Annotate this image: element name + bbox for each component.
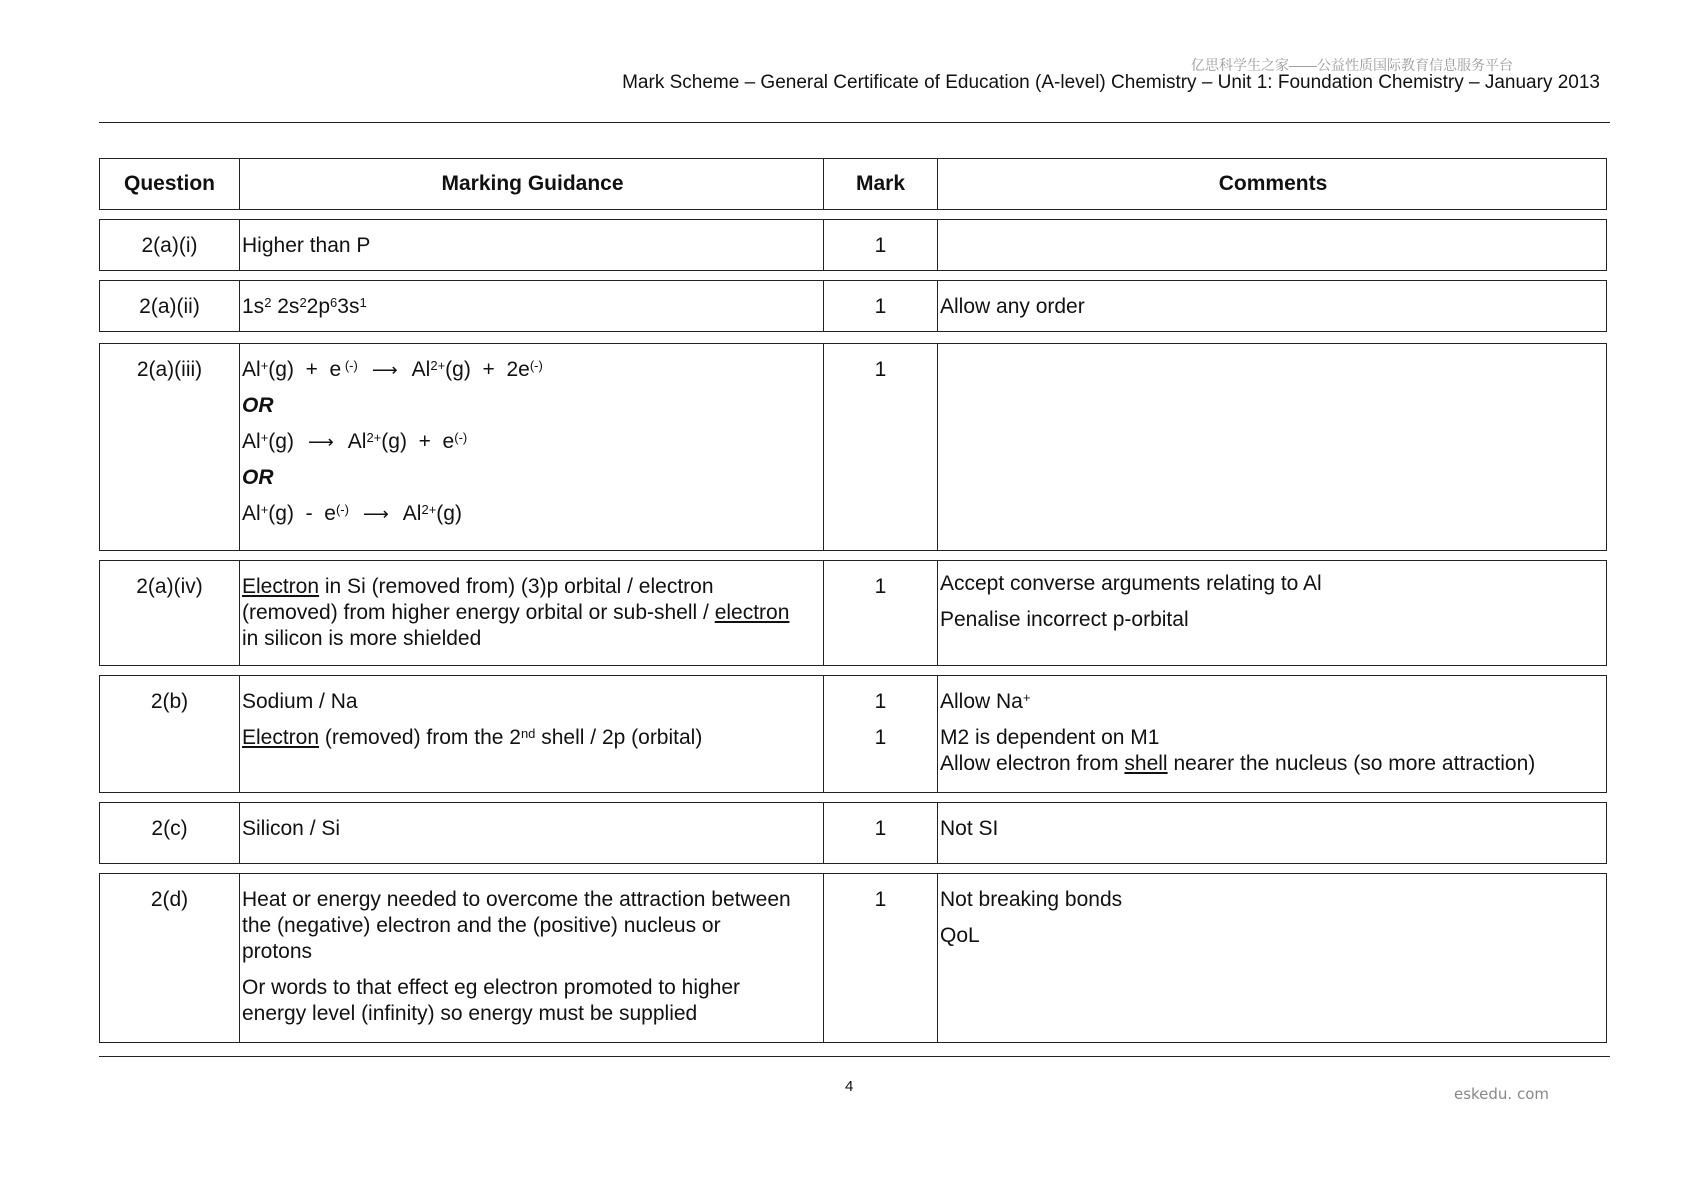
page-header-title: Mark Scheme – General Certificate of Education (A-level) Chemistry – Unit 1: Foundation Chemistry – January 2013	[622, 72, 1600, 93]
table-header-row	[99, 158, 1607, 210]
marking-guidance: Sodium / Na Electron (removed) from the 2nd shell / 2p (orbital)	[240, 676, 824, 792]
comments: Allow any order	[940, 295, 1085, 318]
mark-value: 1	[824, 561, 938, 665]
reaction-arrow-icon: ⟶	[307, 432, 334, 452]
footer-rule	[99, 1056, 1610, 1057]
mark-value: 1	[824, 344, 938, 550]
header-rule	[99, 122, 1610, 123]
table-row	[99, 219, 1607, 271]
comments: Not breaking bonds QoL	[940, 888, 1123, 947]
comments	[938, 344, 1606, 550]
table-row	[99, 802, 1607, 864]
comments: Accept converse arguments relating to Al Penalise incorrect p-orbital	[940, 572, 1322, 631]
question-number: 2(a)(iv)	[100, 561, 240, 665]
table-row	[99, 560, 1607, 666]
mark-value: 1	[824, 220, 938, 270]
header-question: Question	[100, 159, 240, 209]
equation-3: Al+(g) - e(-) ⟶ $Al^{2+}(g)$	[242, 502, 462, 525]
watermark-bottom: eskedu. com	[1453, 1085, 1549, 1103]
question-number: 2(c)	[100, 803, 240, 863]
mark-value: 1	[824, 281, 938, 331]
question-number: 2(a)(iii)	[100, 344, 240, 550]
marking-guidance	[240, 281, 824, 331]
electron-configuration: $1s^2$ $2s^22p^63s^1$	[242, 295, 367, 318]
table-row	[99, 873, 1607, 1043]
comments: Not SI	[940, 817, 999, 840]
table-row	[99, 343, 1607, 551]
marking-guidance	[240, 344, 824, 550]
mark-value: 1	[824, 874, 938, 1042]
comments	[938, 220, 1606, 270]
mark-value: 1 1	[824, 676, 938, 792]
watermark-top: 亿思科学生之家——公益性质国际教育信息服务平台	[1191, 57, 1513, 73]
reaction-arrow-icon: ⟶	[371, 360, 398, 380]
marking-guidance: Higher than P	[240, 220, 824, 270]
question-number: 2(a)(i)	[100, 220, 240, 270]
header-comments: Comments	[1218, 172, 1328, 195]
marking-guidance: Electron in Si (removed from) (3)p orbital / electron (removed) from higher energy orbital or sub-shell / electron in silicon is more shielded	[240, 561, 824, 665]
header-mark: Mark	[824, 159, 938, 209]
reaction-arrow-icon: ⟶	[362, 504, 389, 524]
header-marking-guidance: Marking Guidance	[240, 159, 824, 209]
equation-1: Al+(g) + e (-) ⟶ $Al^{2+}(g) + 2e^{(-)}$	[242, 358, 543, 381]
question-number: 2(a)(ii)	[100, 281, 240, 331]
page-number: 4	[845, 1078, 854, 1095]
table-row	[99, 675, 1607, 793]
marking-guidance: Heat or energy needed to overcome the attraction between the (negative) electron and the (positive) nucleus or protons Or words to that effect eg electron promoted to higher energy level (infinity) so energy must be supplied	[240, 874, 824, 1042]
mark-value: 1	[824, 803, 938, 863]
comments: Allow Na+ M2 is dependent on M1 Allow electron from shell nearer the nucleus (so more attraction)	[940, 690, 1536, 775]
question-number: 2(d)	[100, 874, 240, 1042]
or-label: OR	[242, 394, 274, 417]
marking-guidance: Silicon / Si	[240, 803, 824, 863]
or-label: OR	[242, 466, 274, 489]
question-number: 2(b)	[100, 676, 240, 792]
equation-2: Al+(g) ⟶ $Al^{2+}(g) + e^{(-)}$	[242, 430, 468, 453]
table-row	[99, 280, 1607, 332]
